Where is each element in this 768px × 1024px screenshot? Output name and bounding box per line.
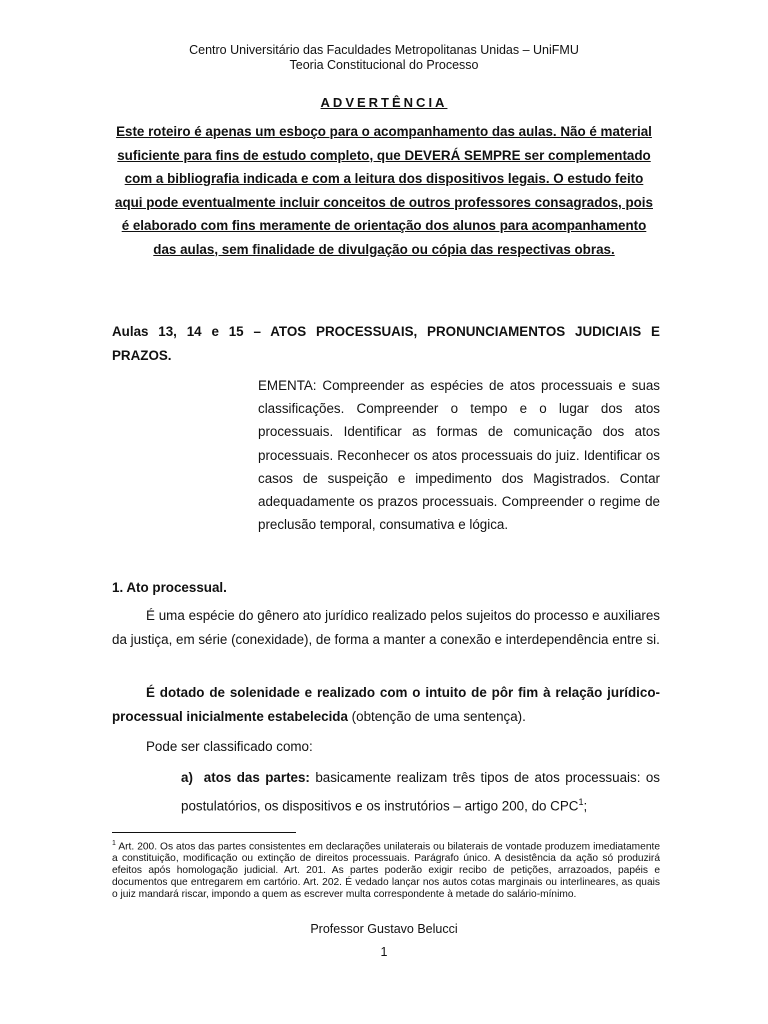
institution-header: Centro Universitário das Faculdades Metropolitanas Unidas – UniFMU xyxy=(189,43,579,57)
list-item-atos-das-partes xyxy=(181,766,660,818)
list-item-text: basicamente realizam três tipos de atos processuais: os postulatórios, os dispositivos e os instrutórios – artigo 200, do CPC xyxy=(181,770,660,814)
paragraph-solemnity-rest: (obtenção de uma sentença). xyxy=(347,708,526,724)
list-marker: a) xyxy=(181,770,193,785)
footnote-text: Art. 200. Os atos das partes consistentes em declarações unilaterais ou bilaterais de vontade produzem imediatamente a constituição, modificação ou extinção de direitos processuais. Parágrafo único. A desistência da ação só produzirá efeitos após homologação judicial. Art. 201. As partes poderão exigir recibo de petições, arrazoados, papéis e documentos que entregarem em cartório. Art. 202. É vedado lançar nos autos cotas marginais ou interlineares, as quais o juiz mandará riscar, impondo a quem as escrever multa correspondente à metade do salário-mínimo. xyxy=(112,841,660,901)
professor-name: Professor Gustavo Belucci xyxy=(310,922,458,936)
paragraph-solemnity-bold: É dotado de solenidade e realizado com o intuito de pôr fim à relação jurídico-processual inicialmente estabelecida xyxy=(112,685,660,724)
ementa-text: EMENTA: Compreender as espécies de atos processuais e suas classificações. Compreender o tempo e o lugar dos atos processuais. Identificar as formas de comunicação dos atos processuais. Reconhecer os atos processuais do juiz. Identificar os casos de suspeição e impedimento dos Magistrados. Contar adequadamente os prazos processuais. Compreender o regime de preclusão temporal, consumativa e lógica. xyxy=(258,378,660,533)
paragraph-classification: Pode ser classificado como: xyxy=(146,739,313,754)
warning-title: ADVERTÊNCIA xyxy=(320,95,448,110)
warning-text: Este roteiro é apenas um esboço para o acompanhamento das aulas. Não é material suficiente para fins de estudo completo, que DEVERÁ SEMPRE ser complementado com a bibliografia indicada e com a leitura dos dispositivos legais. O estudo feito aqui pode eventualmente incluir conceitos de outros professores consagrados, pois é elaborado com fins meramente de orientação dos alunos para acompanhamento das aulas, sem finalidade de divulgação ou cópia das respectivas obras. xyxy=(115,124,653,257)
list-item-term: atos das partes: xyxy=(203,770,310,785)
footnote-divider xyxy=(112,832,296,833)
paragraph-definition: É uma espécie do gênero ato jurídico realizado pelos sujeitos do processo e auxiliares da justiça, em série (conexidade), de forma a manter a conexão e interdependência entre si. xyxy=(112,608,660,647)
list-item-end: ; xyxy=(583,798,588,814)
course-header: Teoria Constitucional do Processo xyxy=(289,58,479,72)
paragraph-solemnity xyxy=(112,681,660,728)
footnote-reference[interactable]: 1 xyxy=(578,797,584,807)
section-heading: 1. Ato processual. xyxy=(112,580,227,595)
footnote-number: 1 xyxy=(112,840,116,847)
footnote xyxy=(112,838,660,901)
page-number: 1 xyxy=(380,945,388,959)
lesson-heading: Aulas 13, 14 e 15 – ATOS PROCESSUAIS, PRONUNCIAMENTOS JUDICIAIS E PRAZOS. xyxy=(112,324,660,363)
